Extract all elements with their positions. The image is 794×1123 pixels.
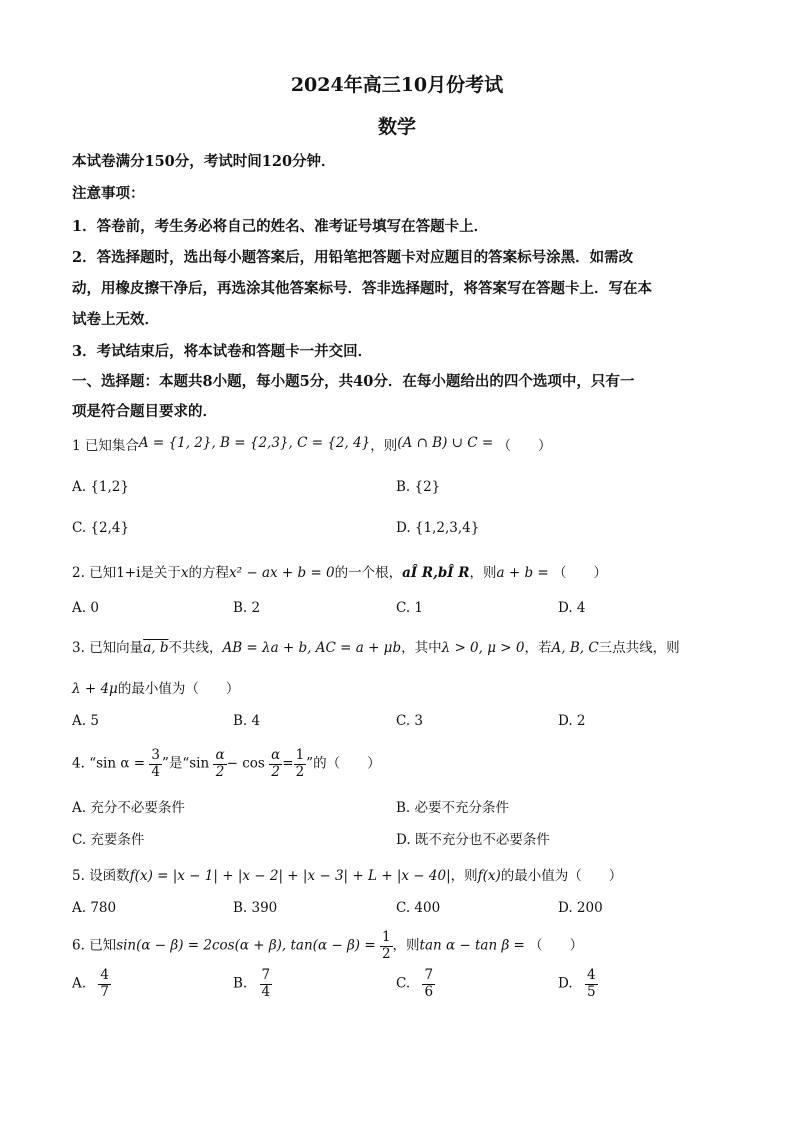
math-expression: − cos (226, 755, 265, 772)
fraction-denominator: 4 (151, 763, 160, 780)
math-expression: λ > 0, μ > 0 (441, 640, 525, 656)
question-2 (72, 561, 607, 581)
question-number: 4. (72, 755, 85, 772)
math-expression: aÎ R,bÎ R (402, 565, 470, 581)
question-text: 已知 (89, 937, 117, 954)
option-c: C. 充要条件 (72, 832, 145, 848)
note-2-end: 试卷上无效． (72, 311, 159, 328)
question-5 (72, 864, 622, 884)
math-expression: x² − ax + b = 0 (229, 565, 335, 581)
fraction-denominator: 5 (586, 983, 596, 1000)
option-a: A. {1,2} (72, 479, 129, 495)
math-expression: 1+i (116, 565, 141, 581)
intro-line: 本试卷满分150分，考试时间120分钟． (72, 153, 336, 170)
math-expression: a + b = (496, 565, 549, 581)
option-a: A. 0 (72, 600, 99, 616)
question-text: ，若 (524, 640, 552, 656)
question-1 (72, 434, 552, 454)
option-d: D. 既不充分也不必要条件 (396, 832, 550, 848)
option-b (233, 968, 272, 1000)
fraction-numerator: α (215, 747, 225, 763)
option-label: C. (396, 975, 411, 992)
option-label: D. (558, 975, 573, 992)
note-3: 3．考试结束后，将本试卷和答题卡一并交回． (72, 343, 373, 360)
fraction (380, 930, 393, 962)
fraction (260, 968, 273, 1000)
math-expression: a, b (143, 640, 169, 656)
option-a: A. 780 (72, 900, 117, 916)
fraction-denominator: 7 (100, 983, 109, 1000)
fraction (98, 968, 111, 1000)
option-d (558, 968, 598, 1000)
option-a: A. 充分不必要条件 (72, 800, 185, 816)
option-label: A. (72, 975, 87, 992)
fraction (149, 748, 162, 780)
question-6 (72, 930, 583, 962)
section-heading-cont: 项是符合题目要求的． (72, 403, 217, 420)
notes-heading: 注意事项： (72, 185, 145, 202)
math-expression: tan α − tan β = (419, 937, 525, 954)
math-expression: AB = λa + b, AC = a + μb (222, 640, 402, 656)
note-2-cont: 动，用橡皮擦干净后，再选涂其他答案标号．答非选择题时，将答案写在答题卡上．写在本 (72, 280, 652, 297)
fraction-denominator: 6 (424, 983, 434, 1000)
question-text: ，则 (469, 565, 497, 581)
question-text: 已知向量 (89, 640, 144, 656)
question-text: 的最小值为（ ） (117, 681, 240, 697)
option-d: D. 2 (558, 713, 586, 729)
math-expression: “sin α = (89, 755, 146, 772)
question-text: ，则 (392, 937, 420, 954)
option-a: A. 5 (72, 713, 99, 729)
option-label: B. (233, 975, 248, 992)
option-c: C. 1 (396, 600, 424, 616)
question-3-line-2 (72, 677, 239, 697)
option-c: C. 3 (396, 713, 424, 729)
math-expression: ”是“sin (161, 755, 210, 772)
fraction (294, 748, 307, 780)
exam-title: 2024年高三10月份考试 (290, 74, 504, 96)
option-a (72, 968, 111, 1000)
question-number: 3. (72, 640, 85, 656)
question-text: 三点共线，则 (598, 640, 680, 656)
option-b: B. 必要不充分条件 (396, 800, 510, 816)
question-text: 已知 (89, 565, 117, 581)
fraction-numerator: 3 (151, 747, 160, 763)
note-2: 2．答选择题时，选出每小题答案后，用铅笔把答题卡对应题目的答案标号涂黑．如需改 (72, 249, 634, 266)
question-number: 6. (72, 937, 85, 954)
section-heading: 一、选择题：本题共8小题，每小题5分，共40分．在每小题给出的四个选项中，只有一 (72, 373, 635, 390)
option-c: C. 400 (396, 900, 441, 916)
answer-blank: （ ） (529, 937, 584, 954)
fraction-numerator: 4 (100, 967, 109, 983)
option-b: B. 390 (233, 900, 278, 916)
math-expression: f(x) (477, 868, 501, 884)
question-text: 不共线， (168, 640, 223, 656)
question-4 (72, 748, 381, 780)
question-text: 已知集合 (84, 438, 139, 454)
math-expression: A, B, C (551, 640, 599, 656)
math-expression: λ + 4μ (72, 681, 118, 697)
option-b: B. {2} (396, 479, 441, 495)
option-b: B. 4 (233, 713, 261, 729)
note-1: 1．答卷前，考生务必将自己的姓名、准考证号填写在答题卡上． (72, 218, 489, 235)
fraction-numerator: α (271, 747, 281, 763)
question-text: ，则 (450, 868, 478, 884)
fraction-denominator: 2 (215, 763, 225, 780)
math-expression: = (282, 755, 294, 772)
fraction-numerator: 7 (424, 967, 434, 983)
question-text: 的最小值为（ ） (500, 868, 623, 884)
question-number: 2. (72, 565, 85, 581)
question-number: 1 (72, 438, 81, 454)
answer-blank: （ ） (497, 438, 552, 454)
option-d: D. 200 (558, 900, 603, 916)
math-variable: x (180, 565, 189, 581)
option-c: C. {2,4} (72, 520, 130, 536)
question-text: ，其中 (401, 640, 442, 656)
fraction-numerator: 4 (586, 967, 596, 983)
math-expression: f(x) = |x − 1| + |x − 2| + |x − 3| + L + |x − 40| (129, 868, 451, 884)
math-expression: sin(α − β) = 2cos(α + β), tan(α − β) = (116, 937, 376, 954)
fraction-denominator: 4 (261, 983, 271, 1000)
fraction (213, 748, 226, 780)
exam-subtitle: 数学 (377, 116, 416, 138)
fraction-denominator: 2 (271, 763, 280, 780)
answer-blank: （ ） (552, 565, 607, 581)
question-text: ，则 (370, 438, 398, 454)
question-number: 5. (72, 868, 85, 884)
math-expression: A = {1, 2}, B = {2,3}, C = {2, 4} (138, 435, 371, 451)
fraction-denominator: 2 (295, 763, 305, 780)
option-d: D. {1,2,3,4} (396, 520, 480, 536)
fraction-numerator: 7 (261, 967, 271, 983)
fraction-numerator: 1 (381, 929, 391, 945)
option-c (396, 968, 435, 1000)
fraction-numerator: 1 (295, 747, 305, 763)
question-text: ”的（ ） (306, 755, 381, 772)
question-text: 设函数 (89, 868, 130, 884)
question-3 (72, 636, 680, 656)
fraction (269, 748, 282, 780)
fraction-denominator: 2 (381, 945, 391, 962)
math-expression: (A ∩ B) ∪ C = (397, 435, 494, 451)
option-b: B. 2 (233, 600, 261, 616)
question-text: 是关于 (140, 565, 181, 581)
question-text: 的一个根， (334, 565, 403, 581)
fraction (422, 968, 435, 1000)
question-text: 的方程 (188, 565, 230, 581)
fraction (585, 968, 598, 1000)
option-d: D. 4 (558, 600, 586, 616)
